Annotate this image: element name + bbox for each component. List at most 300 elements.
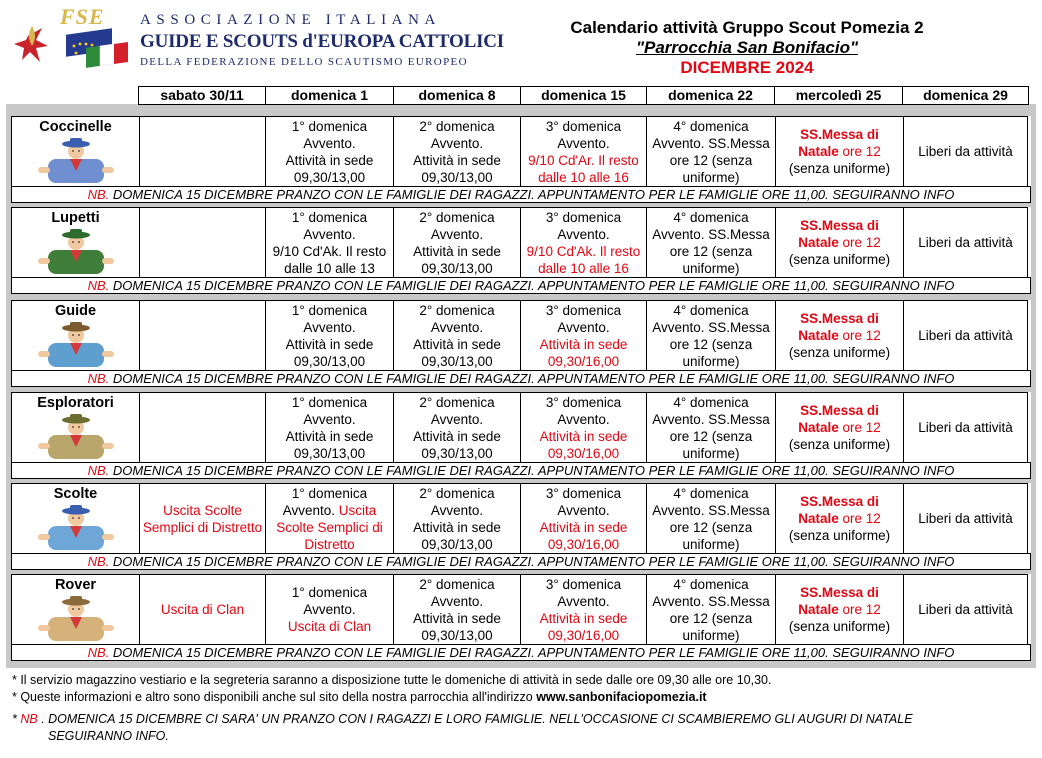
cell-text: (senza uniforme) [788, 252, 891, 267]
table-row [11, 392, 1031, 462]
cell-text: uniforme) [682, 169, 740, 185]
cell-line [800, 310, 879, 327]
cell-text: Avvento. SS.Messa [652, 502, 770, 518]
section-block-rover [11, 574, 1031, 661]
cell-text-suffix: Uscita [335, 502, 377, 518]
section-block-lupetti [11, 207, 1031, 294]
cell-text: 1° domenica [291, 394, 368, 410]
cell-text: SS.Messa di [800, 403, 879, 418]
cell-line [652, 593, 770, 610]
calendar-title-parish: "Parrocchia San Bonifacio" [635, 38, 859, 57]
cell-text: ore 12 (senza [669, 243, 753, 259]
cell-line [413, 152, 501, 169]
cell-line [673, 302, 748, 319]
section-block-guide [11, 300, 1031, 387]
cell-text: Avvento. [557, 319, 610, 335]
cell-text: 9/10 Cd'Ak. Il resto [272, 243, 387, 259]
cell-text: Avvento. [430, 502, 484, 518]
cell-line [419, 118, 494, 135]
table-row [11, 483, 1031, 553]
cell-line [670, 243, 753, 260]
cell-line [419, 302, 494, 319]
cell-text: 1° domenica [291, 118, 368, 134]
cell-line [670, 519, 753, 536]
cell-line [540, 519, 628, 536]
section-name: Scolte [53, 486, 98, 502]
cell-text: Avvento. [430, 411, 484, 427]
cell-text: Liberi da attività [918, 235, 1013, 250]
cell-line [673, 576, 748, 593]
cell-text: uniforme) [682, 627, 740, 643]
cell-text: Attività in sede [413, 610, 501, 626]
cell-text: 3° domenica [545, 118, 622, 134]
cell-line [540, 428, 628, 445]
nb-text: DOMENICA 15 DICEMBRE PRANZO CON LE FAMIGLIE DEI RAGAZZI. APPUNTAMENTO PER LE FAMIGLIE ORE 11,00. SEGUIRANNO INFO [112, 463, 955, 478]
table-cell-col-domenica-15 [520, 116, 646, 186]
cell-text: Attività in sede [539, 428, 628, 444]
cell-text: uniforme) [682, 536, 740, 552]
cell-line [800, 493, 879, 510]
cell-line [670, 336, 753, 353]
cell-text: 4° domenica [673, 209, 749, 225]
cell-text: ore 12 (senza [669, 336, 753, 352]
cell-line [652, 135, 770, 152]
cell-line [292, 118, 367, 135]
table-cell-col-sabato-30-11 [139, 574, 265, 644]
cell-line [546, 302, 621, 319]
table-cell-col-domenica-22 [646, 392, 775, 462]
cell-line [798, 419, 881, 436]
cell-line [304, 536, 354, 553]
association-header [140, 12, 504, 68]
cell-line [421, 445, 492, 462]
cell-text: 3° domenica [545, 576, 622, 592]
cell-line [284, 260, 375, 277]
calendar-title-month: DICEMBRE 2024 [680, 58, 814, 77]
cell-text: 4° domenica [673, 576, 749, 592]
cell-text: Avvento. [303, 319, 356, 335]
cell-text: SS.Messa di [800, 127, 879, 142]
table-cell-col-domenica-1 [265, 300, 393, 370]
section-block-coccinelle [11, 116, 1031, 203]
cell-line [413, 519, 501, 536]
cell-line [798, 601, 881, 618]
cell-text: 09,30/13,00 [421, 353, 493, 369]
table-cell-col-domenica-22 [646, 574, 775, 644]
cell-text: 1° domenica [291, 485, 368, 501]
table-row [11, 300, 1031, 370]
table-cell-col-domenica-15 [520, 207, 646, 277]
cell-line [421, 169, 492, 186]
cell-line [413, 243, 501, 260]
cell-text: Attività in sede [539, 610, 628, 626]
cell-text: 09,30/13,00 [293, 445, 366, 461]
cell-text: Distretto [304, 536, 355, 552]
cell-line [789, 436, 890, 453]
cell-line [143, 519, 262, 536]
cell-line [673, 485, 748, 502]
cell-line [303, 226, 355, 243]
cell-line [294, 445, 365, 462]
cell-line [557, 593, 609, 610]
cell-line [557, 135, 609, 152]
cell-text: 09,30/13,00 [421, 536, 493, 552]
cell-text: Attività in sede [413, 152, 501, 168]
cell-line [273, 243, 387, 260]
cell-text: 2° domenica [419, 394, 495, 410]
cell-text: Natale [798, 420, 839, 435]
cell-text: uniforme) [682, 445, 740, 461]
fse-logo-text: FSE [60, 4, 105, 29]
section-name: Guide [54, 303, 97, 319]
table-cell-col-domenica-29 [903, 483, 1028, 553]
table-cell-col-sabato-30-11 [139, 392, 265, 462]
section-label-cell [11, 392, 139, 462]
cell-line [421, 260, 492, 277]
table-cell-col-domenica-15 [520, 392, 646, 462]
cell-line [789, 160, 890, 177]
nb-text: DOMENICA 15 DICEMBRE PRANZO CON LE FAMIGLIE DEI RAGAZZI. APPUNTAMENTO PER LE FAMIGLIE ORE 11,00. SEGUIRANNO INFO [112, 371, 955, 386]
table-cell-col-mercoledi-25 [775, 116, 903, 186]
cell-text: 09,30/13,00 [421, 445, 493, 461]
cell-text: Avvento. [282, 502, 336, 518]
cell-line [557, 411, 609, 428]
cell-line [798, 510, 881, 527]
table-cell-col-mercoledi-25 [775, 392, 903, 462]
footnote-1: * Il servizio magazzino vestiario e la segreteria saranno a disposizione tutte le domeniche di attività in sede dalle ore 09,30 alle ore 10,30. [12, 673, 772, 687]
cell-line [540, 336, 628, 353]
cell-line [528, 152, 639, 169]
cell-text: Attività in sede [413, 428, 501, 444]
cell-line [303, 319, 355, 336]
cell-text: 09,30/13,00 [421, 260, 493, 276]
cell-line [431, 593, 483, 610]
table-row [11, 574, 1031, 644]
calendar-title-main: Calendario attività Gruppo Scout Pomezia 2 [570, 18, 924, 37]
cell-text: uniforme) [682, 260, 740, 276]
table-cell-col-mercoledi-25 [775, 300, 903, 370]
cell-text: Avvento. [303, 226, 356, 242]
cell-text: Attività in sede [285, 336, 374, 352]
cell-text: ore 12 (senza [669, 428, 753, 444]
nb-notice-row [11, 644, 1031, 661]
cell-text: Natale [798, 144, 839, 159]
table-cell-col-domenica-15 [520, 483, 646, 553]
col-mercoledi-25-header: mercoledì 25 [774, 86, 902, 105]
table-cell-col-sabato-30-11 [139, 483, 265, 553]
association-line1: ASSOCIAZIONE ITALIANA [140, 12, 441, 28]
parish-website-link[interactable]: www.sanbonifaciopomezia.it [536, 690, 707, 704]
nb-text: DOMENICA 15 DICEMBRE PRANZO CON LE FAMIGLIE DEI RAGAZZI. APPUNTAMENTO PER LE FAMIGLIE ORE 11,00. SEGUIRANNO INFO [112, 645, 955, 660]
footnote-3-text: . DOMENICA 15 DICEMBRE CI SARA' UN PRANZO CON I RAGAZZI E LORO FAMIGLIE. NELL'OCCASIONE CI SCAMBIEREMO GLI AUGURI DI NATALE [37, 712, 913, 726]
section-label-cell [11, 574, 139, 644]
cell-line [652, 319, 770, 336]
nb-text: DOMENICA 15 DICEMBRE PRANZO CON LE FAMIGLIE DEI RAGAZZI. APPUNTAMENTO PER LE FAMIGLIE ORE 11,00. SEGUIRANNO INFO [112, 187, 955, 202]
table-cell-col-domenica-8 [393, 574, 520, 644]
cell-text: Avvento. [557, 411, 610, 427]
section-label-cell [11, 116, 139, 186]
table-cell-col-domenica-15 [520, 300, 646, 370]
footnote-3-star: * [12, 712, 21, 726]
cell-text: 3° domenica [545, 209, 622, 225]
cell-text: Avvento. SS.Messa [652, 593, 770, 609]
cell-line [548, 445, 619, 462]
section-name: Rover [54, 577, 97, 593]
scout-boy-figure [30, 413, 122, 463]
cell-text: Avvento. [557, 226, 610, 242]
cell-text: Natale [798, 511, 839, 526]
cell-line [413, 336, 501, 353]
section-name: Coccinelle [39, 119, 112, 135]
cell-line [800, 217, 879, 234]
cell-text: Attività in sede [539, 519, 628, 535]
cub-scout-figure [30, 228, 122, 278]
cell-line [918, 419, 1013, 436]
cell-text: 3° domenica [545, 485, 622, 501]
cell-line [789, 251, 890, 268]
cell-line [673, 209, 748, 226]
cell-text: Liberi da attività [918, 420, 1013, 435]
cell-line [800, 126, 879, 143]
cell-line [303, 601, 355, 618]
cell-text: Uscita Scolte [163, 502, 242, 518]
cell-text: Avvento. [557, 593, 610, 609]
cell-line [292, 394, 367, 411]
col-domenica-1-header: domenica 1 [265, 86, 393, 105]
cell-line [548, 353, 619, 370]
cell-line [538, 260, 629, 277]
cell-text: 9/10 Cd'Ar. Il resto [528, 152, 639, 168]
cell-line [546, 209, 621, 226]
section-label-cell [11, 207, 139, 277]
cell-line [419, 209, 494, 226]
cell-line [413, 610, 501, 627]
cell-text: 2° domenica [419, 118, 495, 134]
cell-line [673, 118, 748, 135]
cell-line [918, 234, 1013, 251]
cell-text: (senza uniforme) [788, 345, 891, 360]
cell-line [419, 394, 494, 411]
cell-text: 09,30/13,00 [293, 353, 366, 369]
footnotes [12, 672, 1022, 745]
cell-text: Avvento. [557, 135, 610, 151]
cell-text: Natale [798, 235, 839, 250]
cell-text: 3° domenica [545, 394, 622, 410]
cell-text: Avvento. [430, 135, 484, 151]
cell-line [431, 135, 483, 152]
cell-text-suffix: ore 12 [838, 420, 881, 435]
table-cell-col-domenica-8 [393, 116, 520, 186]
cell-text: Attività in sede [413, 243, 501, 259]
cell-line [789, 527, 890, 544]
nb-notice-row [11, 553, 1031, 570]
cell-line [288, 618, 371, 635]
guide-girl-figure [30, 321, 122, 371]
cell-text-suffix: ore 12 [838, 602, 881, 617]
cell-text: ore 12 (senza [669, 519, 753, 535]
cell-line [419, 576, 494, 593]
cell-text: Avvento. [303, 135, 356, 151]
cell-line [670, 152, 753, 169]
cell-text: Uscita di Clan [287, 619, 372, 634]
table-cell-col-domenica-29 [903, 207, 1028, 277]
nb-prefix: NB. [87, 187, 110, 202]
col-domenica-8-header: domenica 8 [393, 86, 520, 105]
cell-line [286, 336, 374, 353]
table-cell-col-domenica-8 [393, 392, 520, 462]
cell-text: 2° domenica [419, 302, 495, 318]
cell-text: 2° domenica [419, 209, 495, 225]
footnote-3-nb: NB [20, 712, 38, 726]
table-cell-col-sabato-30-11 [139, 300, 265, 370]
cell-text: Liberi da attività [918, 602, 1013, 617]
association-line3: DELLA FEDERAZIONE DELLO SCAUTISMO EUROPEO [140, 56, 468, 68]
cell-text: 3° domenica [545, 302, 622, 318]
cell-line [294, 353, 365, 370]
cell-line [294, 169, 365, 186]
cell-text: ore 12 (senza [669, 152, 753, 168]
cell-text: ore 12 (senza [669, 610, 753, 626]
cell-line [421, 627, 492, 644]
cell-line [798, 327, 881, 344]
table-cell-col-domenica-1 [265, 483, 393, 553]
cell-line [421, 536, 492, 553]
cell-line [286, 428, 374, 445]
nb-notice-row [11, 186, 1031, 203]
cell-text-suffix: ore 12 [838, 328, 881, 343]
cell-text: SS.Messa di [800, 494, 879, 509]
cell-text: Avvento. [303, 602, 356, 617]
cell-line [789, 344, 890, 361]
cell-text: Semplici di Distretto [142, 519, 263, 535]
footnote-3-continued: SEGUIRANNO INFO. [48, 729, 169, 743]
cell-text: 09,30/16,00 [547, 536, 620, 552]
cell-text: 1° domenica [291, 585, 368, 600]
table-cell-col-sabato-30-11 [139, 207, 265, 277]
cell-text: Avvento. SS.Messa [652, 226, 770, 242]
table-row [11, 116, 1031, 186]
nb-prefix: NB. [87, 554, 110, 569]
column-header-row [138, 86, 1029, 105]
cell-text: dalle 10 alle 13 [284, 260, 375, 276]
cell-text: 1° domenica [291, 209, 368, 225]
cell-text: Avvento. SS.Messa [652, 135, 770, 151]
cell-line [161, 601, 244, 618]
section-block-scolte [11, 483, 1031, 570]
cell-line [918, 601, 1013, 618]
table-cell-col-domenica-29 [903, 300, 1028, 370]
nb-text: DOMENICA 15 DICEMBRE PRANZO CON LE FAMIGLIE DEI RAGAZZI. APPUNTAMENTO PER LE FAMIGLIE ORE 11,00. SEGUIRANNO INFO [112, 554, 955, 569]
cell-text: Avvento. [430, 319, 484, 335]
cell-line [163, 502, 242, 519]
cell-line [652, 226, 770, 243]
cell-text: 09,30/13,00 [421, 169, 493, 185]
cell-line [673, 394, 748, 411]
table-cell-col-domenica-1 [265, 574, 393, 644]
nb-prefix: NB. [87, 371, 110, 386]
table-cell-col-domenica-1 [265, 116, 393, 186]
cell-line [419, 485, 494, 502]
table-cell-col-domenica-8 [393, 483, 520, 553]
cell-line [800, 402, 879, 419]
cell-line [431, 502, 483, 519]
cell-text: (senza uniforme) [788, 619, 891, 634]
cell-line [682, 536, 739, 553]
section-name: Lupetti [51, 210, 100, 226]
footnote-2 [12, 689, 1022, 706]
cell-line [546, 118, 621, 135]
cell-text: Avvento. [303, 411, 356, 427]
footnote-3 [12, 711, 1022, 745]
cell-text: Natale [798, 328, 839, 343]
table-cell-col-domenica-1 [265, 207, 393, 277]
cell-line [682, 353, 739, 370]
cell-text: Scolte Semplici di [276, 519, 383, 535]
cell-line [682, 169, 739, 186]
cell-text: 09,30/16,00 [547, 445, 620, 461]
cell-text: dalle 10 alle 16 [538, 169, 629, 185]
nb-notice-row [11, 370, 1031, 387]
cell-line [557, 226, 609, 243]
table-cell-col-mercoledi-25 [775, 483, 903, 553]
nb-prefix: NB. [87, 645, 110, 660]
section-label-cell [11, 300, 139, 370]
cell-line [527, 243, 641, 260]
cell-text: Avvento. [430, 226, 484, 242]
col-sabato-30-11-header: sabato 30/11 [138, 86, 265, 105]
cell-line [682, 627, 739, 644]
section-block-esploratori [11, 392, 1031, 479]
table-cell-col-domenica-15 [520, 574, 646, 644]
cell-text: 09,30/16,00 [547, 353, 620, 369]
cell-text-suffix: ore 12 [838, 235, 881, 250]
cell-text: Natale [798, 602, 839, 617]
cell-text-suffix: ore 12 [838, 511, 881, 526]
cell-line [292, 209, 367, 226]
cell-text: (senza uniforme) [788, 437, 891, 452]
col-domenica-29-header: domenica 29 [902, 86, 1029, 105]
ladybird-guide-figure [30, 137, 122, 187]
cell-text: Avvento. [557, 502, 610, 518]
cell-text: (senza uniforme) [788, 528, 891, 543]
cell-line [421, 353, 492, 370]
cell-line [546, 485, 621, 502]
cell-text-suffix: ore 12 [838, 144, 881, 159]
table-cell-col-domenica-22 [646, 207, 775, 277]
cell-text: 9/10 Cd'Ak. Il resto [526, 243, 641, 259]
cell-text: Attività in sede [413, 336, 501, 352]
cell-text: Liberi da attività [918, 144, 1013, 159]
cell-text: 4° domenica [673, 485, 749, 501]
cell-text: Avvento. [430, 593, 484, 609]
table-cell-col-domenica-29 [903, 116, 1028, 186]
cell-text: uniforme) [682, 353, 740, 369]
table-cell-col-domenica-22 [646, 116, 775, 186]
cell-line [652, 411, 770, 428]
table-cell-col-domenica-22 [646, 300, 775, 370]
cell-line [798, 143, 881, 160]
cell-line [292, 584, 367, 601]
cell-line [548, 627, 619, 644]
col-domenica-22-header: domenica 22 [646, 86, 774, 105]
cell-line [918, 510, 1013, 527]
cell-line [431, 411, 483, 428]
table-cell-col-mercoledi-25 [775, 207, 903, 277]
cell-text: SS.Messa di [800, 585, 879, 600]
cell-text: 2° domenica [419, 485, 495, 501]
ranger-girl-figure [30, 504, 122, 554]
cell-line [431, 226, 483, 243]
